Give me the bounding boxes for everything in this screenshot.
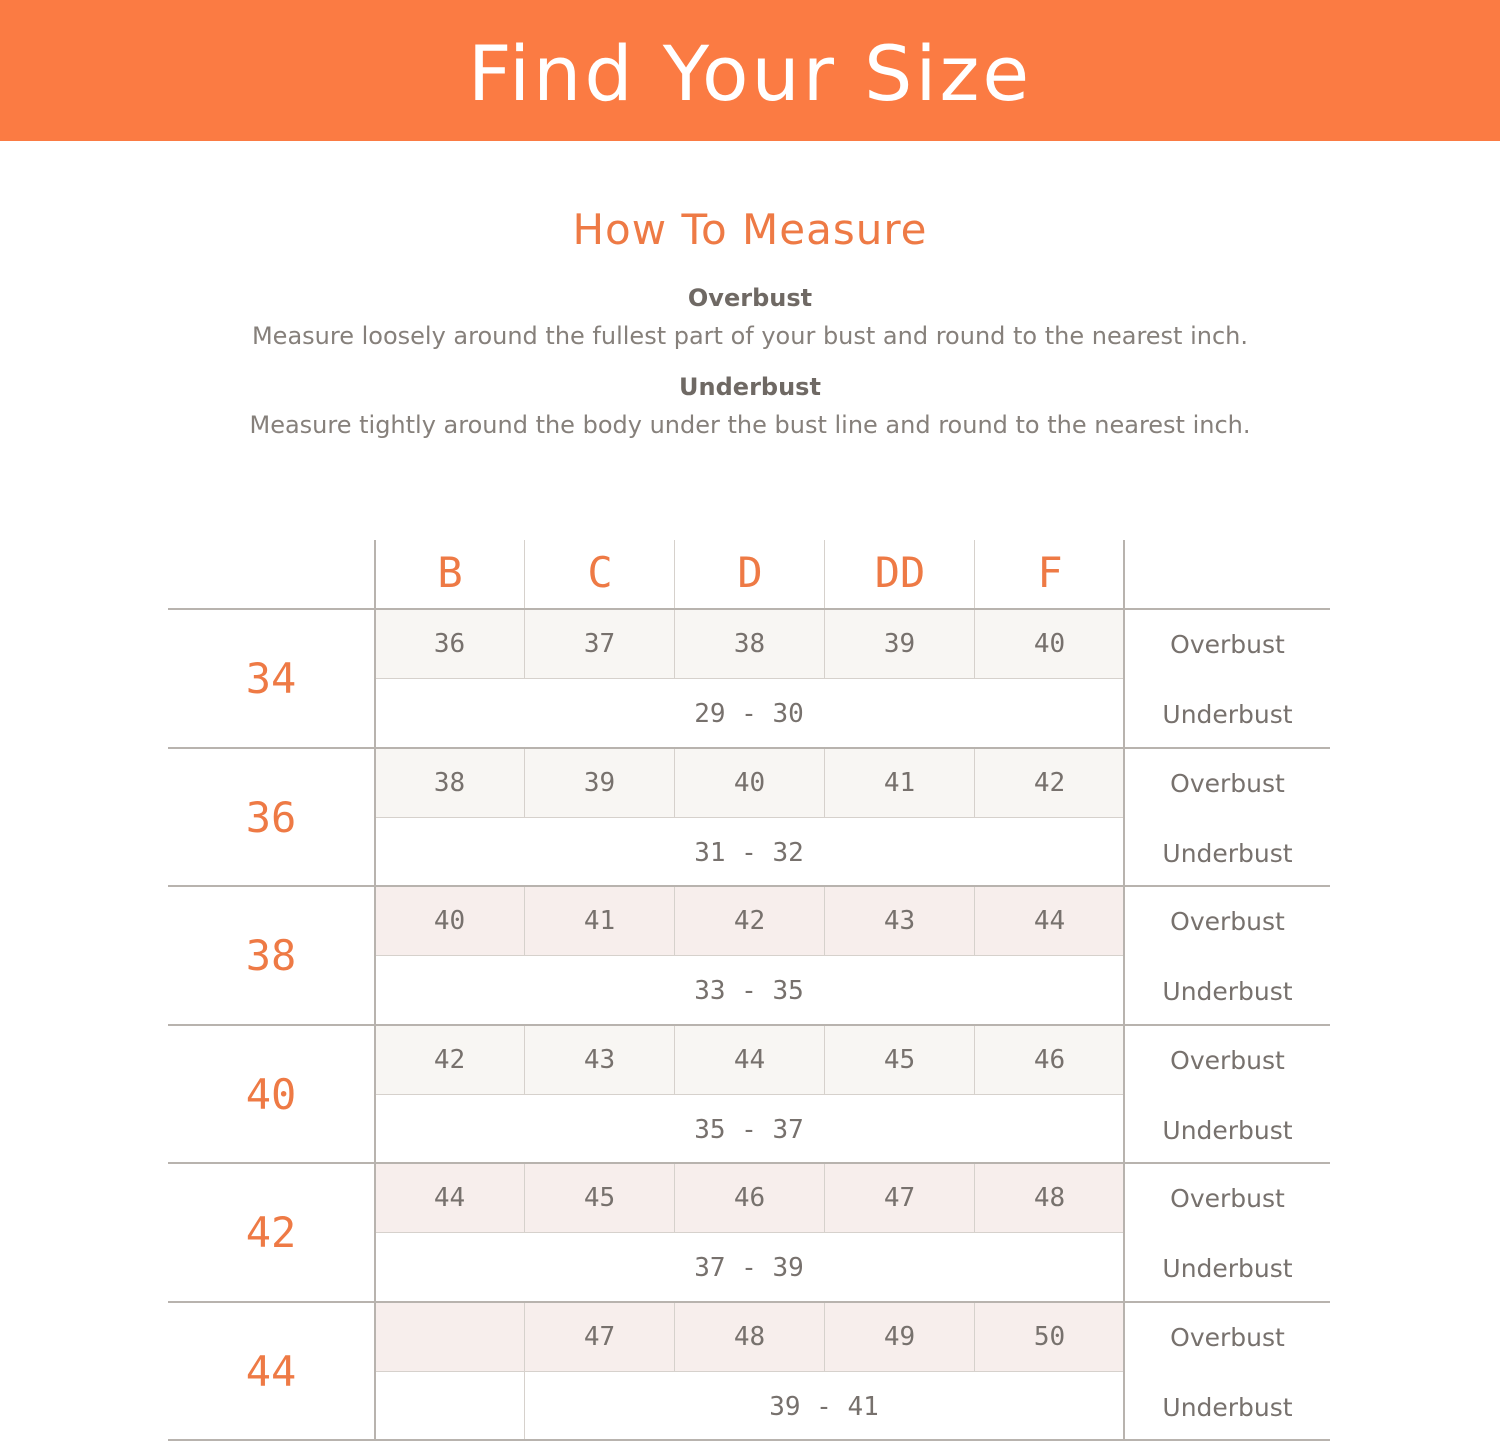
band-size-34: 34 — [245, 654, 297, 703]
header-divider — [824, 540, 825, 610]
column-rule — [374, 1301, 376, 1440]
underbust-range: 29 - 30 — [694, 699, 804, 729]
cell-divider — [674, 610, 675, 678]
cell-divider — [974, 749, 975, 817]
overbust-label: Overbust — [1170, 906, 1285, 936]
overbust-cell: 44 — [375, 1164, 524, 1232]
overbust-cell: 43 — [825, 887, 974, 955]
underbust-label: Underbust — [1162, 976, 1293, 1006]
overbust-cell: 48 — [975, 1164, 1124, 1232]
overbust-cell: 36 — [375, 610, 524, 678]
cell-divider — [824, 887, 825, 955]
cell-divider — [824, 749, 825, 817]
underbust-range: 39 - 41 — [769, 1392, 879, 1422]
overbust-cell: 42 — [675, 887, 824, 955]
overbust-cell: 50 — [975, 1303, 1124, 1371]
cell-divider — [974, 1303, 975, 1371]
column-rule — [374, 747, 376, 886]
overbust-cell: 47 — [825, 1164, 974, 1232]
overbust-cell: 37 — [525, 610, 674, 678]
cell-divider — [974, 1164, 975, 1232]
header-divider — [974, 540, 975, 610]
table-bottom-rule — [168, 1439, 1330, 1441]
overbust-label: Overbust — [1170, 768, 1285, 798]
column-rule — [374, 885, 376, 1024]
cup-header-c: C — [587, 548, 613, 597]
underbust-label: Underbust — [1162, 1115, 1293, 1145]
underbust-description: Measure tightly around the body under the bust line and round to the nearest inch. — [249, 411, 1251, 439]
cell-divider — [524, 1026, 525, 1094]
cell-divider — [824, 1026, 825, 1094]
overbust-cell: 49 — [825, 1303, 974, 1371]
overbust-cell: 44 — [975, 887, 1124, 955]
underbust-term: Underbust — [679, 373, 821, 401]
band-size-40: 40 — [245, 1070, 297, 1119]
column-rule — [1123, 885, 1125, 1024]
overbust-label: Overbust — [1170, 1183, 1285, 1213]
overbust-cell: 40 — [975, 610, 1124, 678]
how-to-measure-title: How To Measure — [572, 205, 928, 254]
overbust-cell: 38 — [375, 749, 524, 817]
cell-divider — [824, 1303, 825, 1371]
page-title: Find Your Size — [467, 28, 1033, 118]
overbust-cell: 40 — [675, 749, 824, 817]
column-rule — [1123, 1024, 1125, 1163]
underbust-label: Underbust — [1162, 1253, 1293, 1283]
inner-rule — [375, 817, 1123, 818]
overbust-label: Overbust — [1170, 1045, 1285, 1075]
overbust-cell: 48 — [675, 1303, 824, 1371]
overbust-term: Overbust — [687, 284, 813, 312]
cell-divider — [524, 749, 525, 817]
cup-header-f: F — [1037, 548, 1063, 597]
header-divider — [1123, 540, 1125, 610]
inner-rule — [375, 1371, 1123, 1372]
cell-divider — [524, 887, 525, 955]
cell-divider — [974, 610, 975, 678]
overbust-cell: 46 — [675, 1164, 824, 1232]
cell-divider — [674, 749, 675, 817]
inner-rule — [375, 678, 1123, 679]
column-rule — [1123, 747, 1125, 886]
overbust-cell: 42 — [975, 749, 1124, 817]
column-rule — [1123, 1301, 1125, 1440]
band-size-38: 38 — [245, 931, 297, 980]
cell-divider — [674, 887, 675, 955]
overbust-label: Overbust — [1170, 629, 1285, 659]
cell-divider — [824, 1164, 825, 1232]
overbust-cell: 44 — [675, 1026, 824, 1094]
cell-divider — [824, 610, 825, 678]
underbust-label: Underbust — [1162, 699, 1293, 729]
cup-header-b: B — [437, 548, 463, 597]
header-divider — [674, 540, 675, 610]
cell-divider — [524, 1371, 525, 1441]
cup-header-dd: DD — [874, 548, 926, 597]
overbust-description: Measure loosely around the fullest part of your bust and round to the nearest inch. — [251, 322, 1249, 350]
column-rule — [1123, 608, 1125, 747]
overbust-cell: 45 — [525, 1164, 674, 1232]
cell-divider — [674, 1164, 675, 1232]
overbust-cell: 45 — [825, 1026, 974, 1094]
overbust-cell — [375, 1303, 524, 1371]
overbust-cell: 41 — [825, 749, 974, 817]
cell-divider — [974, 1026, 975, 1094]
column-rule — [374, 608, 376, 747]
header-divider — [524, 540, 525, 610]
cell-divider — [524, 610, 525, 678]
cell-divider — [974, 887, 975, 955]
underbust-label: Underbust — [1162, 1392, 1293, 1422]
cell-divider — [674, 1303, 675, 1371]
underbust-range: 31 - 32 — [694, 838, 804, 868]
column-rule — [374, 1162, 376, 1301]
overbust-cell: 43 — [525, 1026, 674, 1094]
overbust-cell: 46 — [975, 1026, 1124, 1094]
inner-rule — [375, 1094, 1123, 1095]
overbust-cell: 42 — [375, 1026, 524, 1094]
column-rule — [374, 1024, 376, 1163]
band-size-42: 42 — [245, 1208, 297, 1257]
underbust-label: Underbust — [1162, 838, 1293, 868]
cell-divider — [674, 1026, 675, 1094]
overbust-cell: 38 — [675, 610, 824, 678]
overbust-cell: 40 — [375, 887, 524, 955]
cup-header-d: D — [737, 548, 763, 597]
overbust-cell: 47 — [525, 1303, 674, 1371]
band-size-36: 36 — [245, 793, 297, 842]
overbust-cell: 41 — [525, 887, 674, 955]
underbust-range: 33 - 35 — [694, 976, 804, 1006]
inner-rule — [375, 1232, 1123, 1233]
underbust-range: 35 - 37 — [694, 1115, 804, 1145]
inner-rule — [375, 955, 1123, 956]
cell-divider — [524, 1164, 525, 1232]
band-size-44: 44 — [245, 1347, 297, 1396]
overbust-label: Overbust — [1170, 1322, 1285, 1352]
cell-divider — [524, 1303, 525, 1371]
column-rule — [1123, 1162, 1125, 1301]
overbust-cell: 39 — [525, 749, 674, 817]
header-divider — [374, 540, 376, 610]
overbust-cell: 39 — [825, 610, 974, 678]
underbust-range: 37 - 39 — [694, 1253, 804, 1283]
